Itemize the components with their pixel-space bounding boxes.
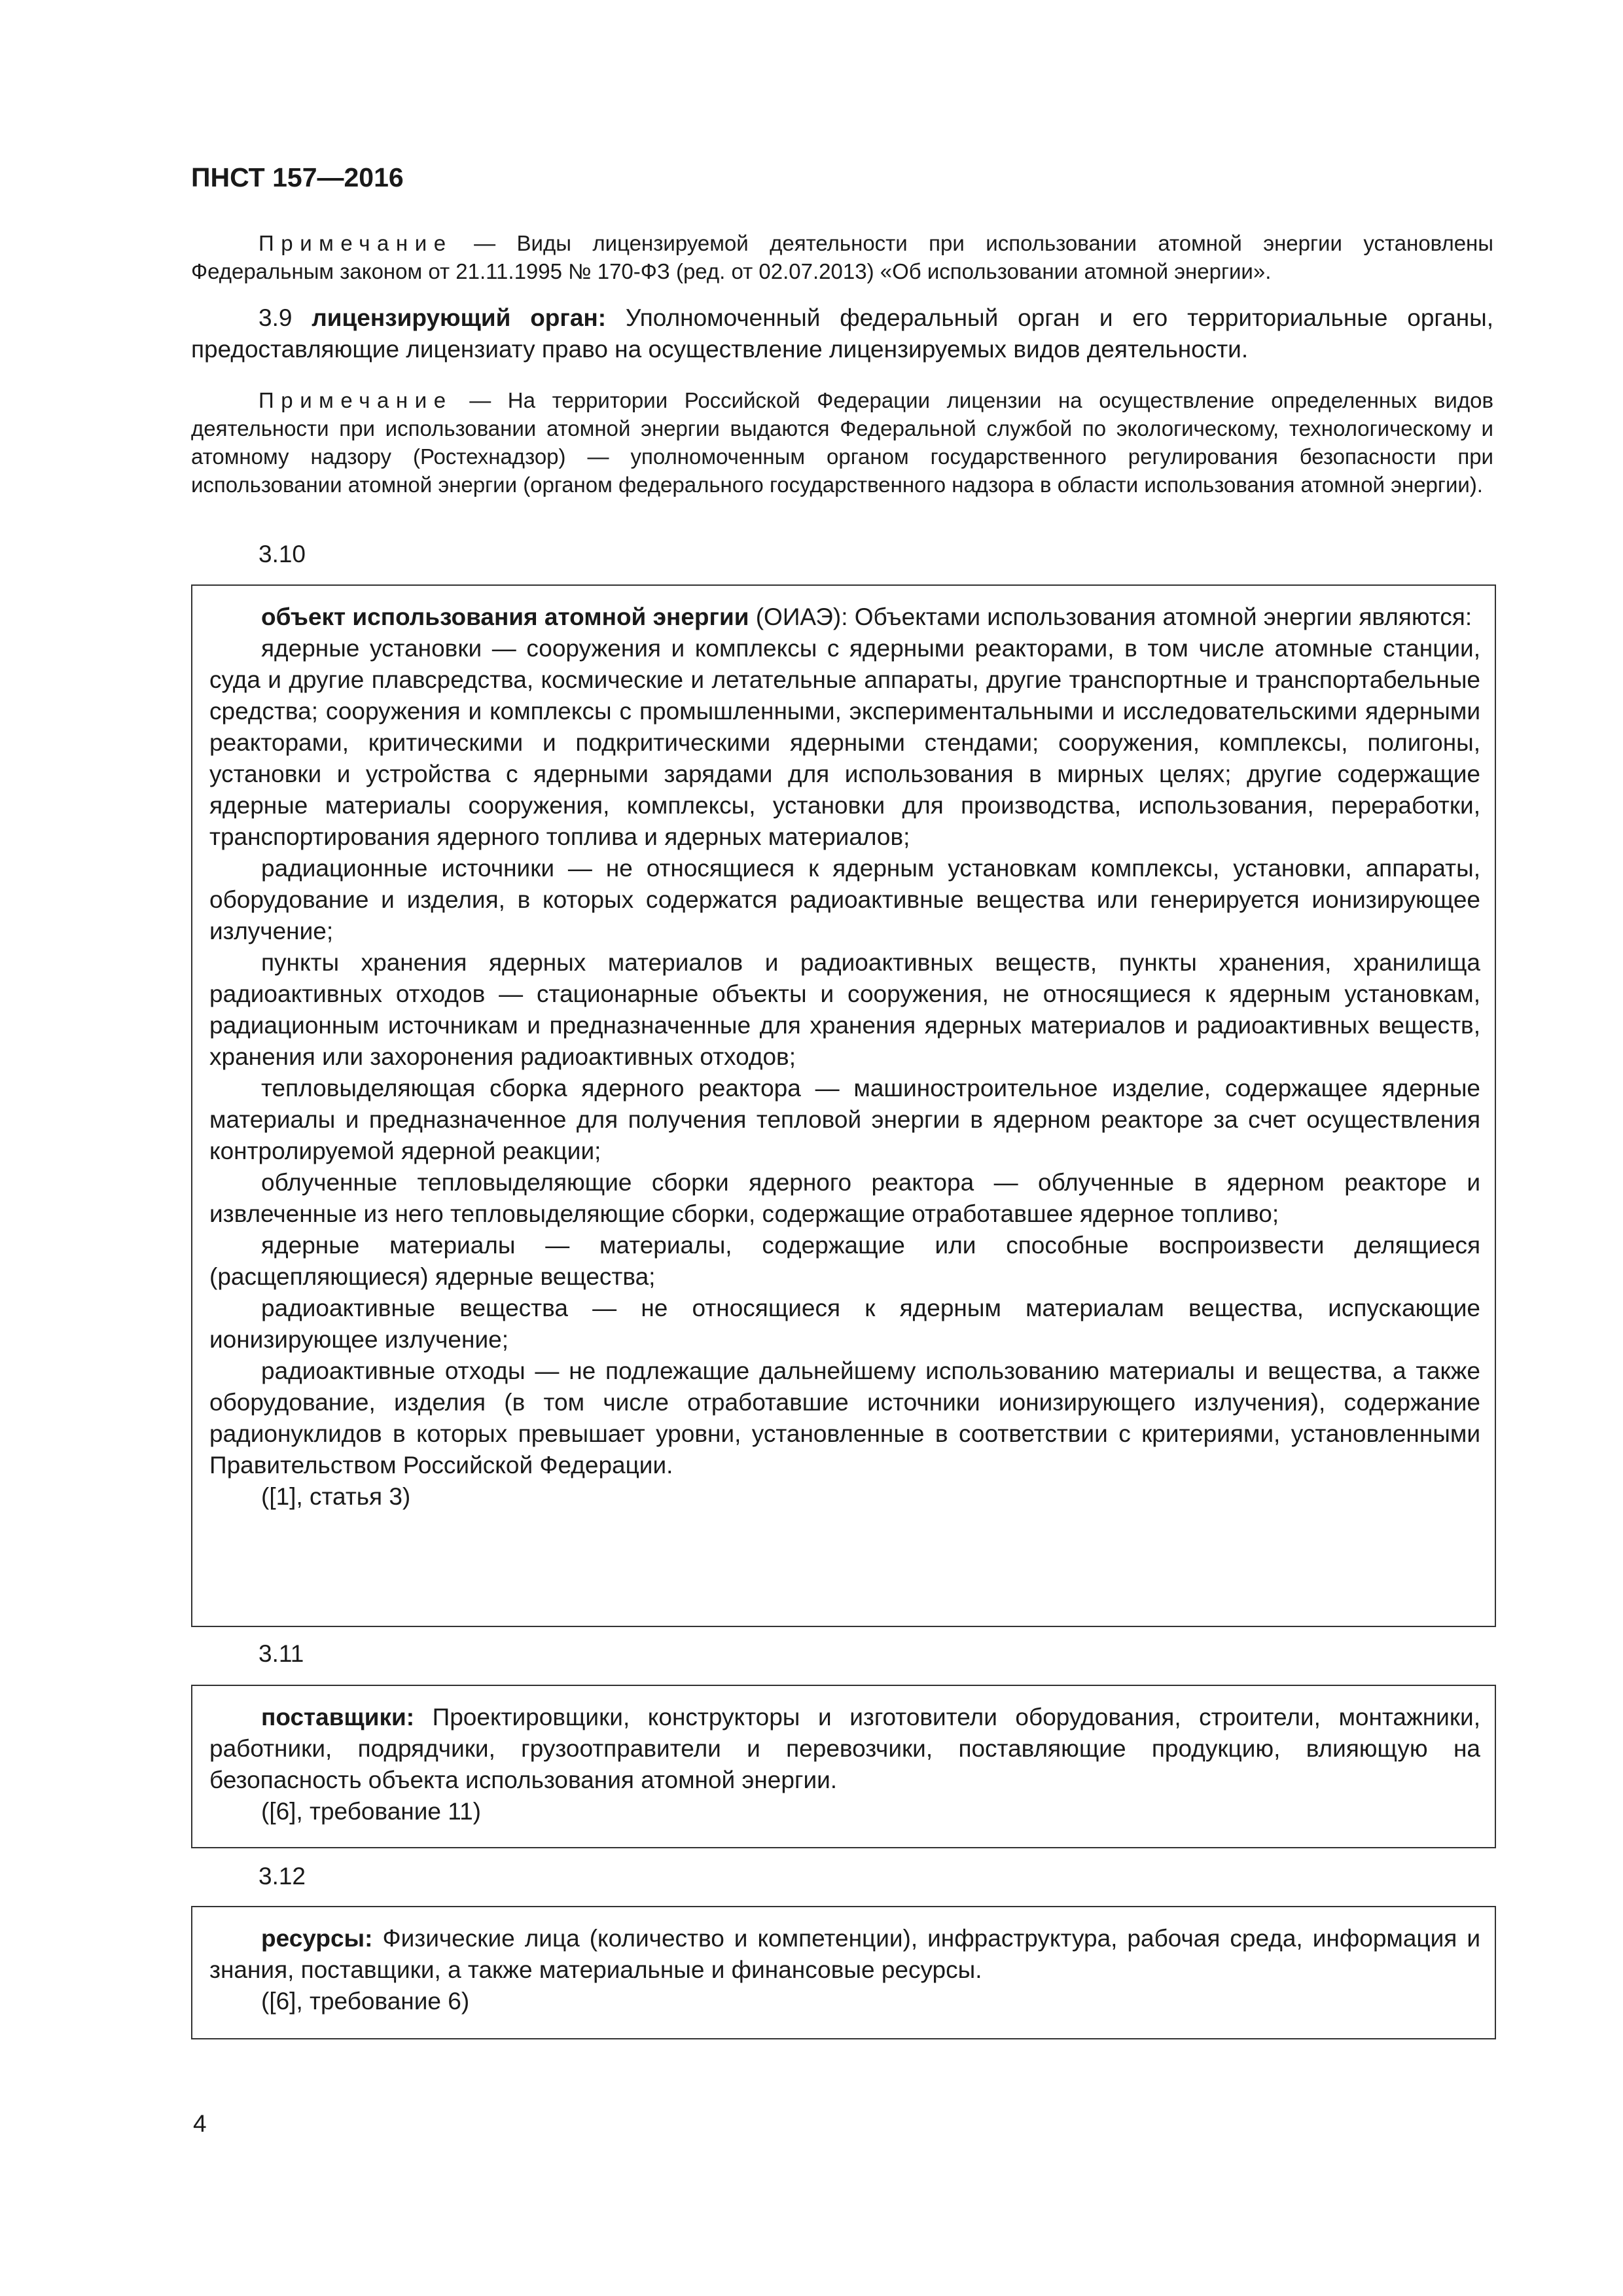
list-item: ядерные материалы — материалы, содержащие или способные воспроизвести делящиеся (расщепляющиеся) ядерные вещества; xyxy=(209,1232,1480,1290)
term-title: объект использования атомной энергии xyxy=(261,603,749,630)
term-definition: (ОИАЭ): Объектами использования атомной энергии являются: xyxy=(749,603,1472,630)
term-3-11-box xyxy=(191,1685,1496,1848)
note-licensing-authority xyxy=(191,386,1493,499)
document-code-header: ПНСТ 157—2016 xyxy=(191,162,404,192)
note-text: — На территории Российской Федерации лицензии на осуществление определенных видов деятельности при использовании атомной энергии выдаются Федеральной службой по экологическому, технологическому и атомному надзору (Ростехнадзор) — уполномоченным органом государственного регулирования безопасности при использовании атомной энергии (органом федерального государственного надзора в области использования атомной энергии). xyxy=(191,388,1493,497)
term-source: ([1], статья 3) xyxy=(261,1483,411,1510)
term-3-12-definition xyxy=(209,1923,1480,1986)
note-label: Примечание xyxy=(259,231,453,255)
note-licensed-activities xyxy=(191,229,1493,285)
term-source: ([6], требование 11) xyxy=(261,1798,481,1825)
list-item: пункты хранения ядерных материалов и радиоактивных веществ, пункты хранения, хранилища радиоактивных отходов — стационарные объекты и сооружения, не относящиеся к ядерным установкам, радиационным источникам и предназначенные для хранения ядерных материалов и радиоактивных веществ, хранения или захоронения радиоактивных отходов; xyxy=(209,949,1480,1070)
note-label: Примечание xyxy=(259,388,453,412)
term-definition: Уполномоченный федеральный орган и его территориальные органы, предоставляющие лицензиату право на осуществление лицензируемых видов деятельности. xyxy=(191,304,1493,363)
term-title: поставщики: xyxy=(261,1704,415,1731)
term-number-3-10: 3.10 xyxy=(259,541,306,567)
term-3-10-box xyxy=(191,584,1496,1627)
list-item: тепловыделяющая сборка ядерного реактора — машиностроительное изделие, содержащее ядерные материалы и предназначенное для получения тепловой энергии в ядерном реакторе за счет осуществления контролируемой ядерной реакции; xyxy=(209,1075,1480,1164)
list-item: ядерные установки — сооружения и комплексы с ядерными реакторами, в том числе атомные станции, суда и другие плавсредства, космические и летательные аппараты, другие транспортные и транспортабельные средства; сооружения и комплексы с промышленными, экспериментальными и исследовательскими ядерными реакторами, критическими и подкритическими ядерными стендами; сооружения, комплексы, полигоны, установки и устройства с ядерными зарядами для использования в мирных целях; другие содержащие ядерные материалы сооружения, комплексы, установки для производства, использования, переработки, транспортирования ядерного топлива и ядерных материалов; xyxy=(209,635,1480,850)
term-source: ([6], требование 6) xyxy=(261,1988,470,2015)
list-item: радиоактивные отходы — не подлежащие дальнейшему использованию материалы и вещества, а также оборудование, изделия (в том числе отработавшие источники ионизирующего излучения), содержание радионуклидов в которых превышает уровни, установленные в соответствии с критериями, установленными Правительством Российской Федерации. xyxy=(209,1357,1480,1479)
page-number: 4 xyxy=(193,2110,207,2137)
term-3-10-intro xyxy=(209,601,1480,633)
term-3-11-definition xyxy=(209,1702,1480,1796)
term-title: лицензирующий орган: xyxy=(312,304,607,331)
note-text: — Виды лицензируемой деятельности при использовании атомной энергии установлены Федеральным законом от 21.11.1995 № 170-ФЗ (ред. от 02.07.2013) «Об использовании атомной энергии». xyxy=(191,231,1493,283)
term-definition: Физические лица (количество и компетенции), инфраструктура, рабочая среда, информация и знания, поставщики, а также материальные и финансовые ресурсы. xyxy=(209,1925,1480,1983)
term-3-9-paragraph xyxy=(191,302,1493,365)
term-number-3-12: 3.12 xyxy=(259,1863,306,1890)
term-3-12-box xyxy=(191,1906,1496,2039)
term-definition: Проектировщики, конструкторы и изготовители оборудования, строители, монтажники, работники, подрядчики, грузоотправители и перевозчики, поставляющие продукцию, влияющую на безопасность объекта использования атомной энергии. xyxy=(209,1704,1480,1793)
term-number-3-11: 3.11 xyxy=(259,1640,304,1667)
list-item: радиоактивные вещества — не относящиеся к ядерным материалам вещества, испускающие ионизирующее излучение; xyxy=(209,1295,1480,1353)
term-title: ресурсы: xyxy=(261,1925,373,1952)
term-number: 3.9 xyxy=(259,304,293,331)
list-item: облученные тепловыделяющие сборки ядерного реактора — облученные в ядерном реакторе и извлеченные из него тепловыделяющие сборки, содержащие отработавшее ядерное топливо; xyxy=(209,1169,1480,1227)
list-item: радиационные источники — не относящиеся к ядерным установкам комплексы, установки, аппараты, оборудование и изделия, в которых содержатся радиоактивные вещества или генерируется ионизирующее излучение; xyxy=(209,855,1480,944)
